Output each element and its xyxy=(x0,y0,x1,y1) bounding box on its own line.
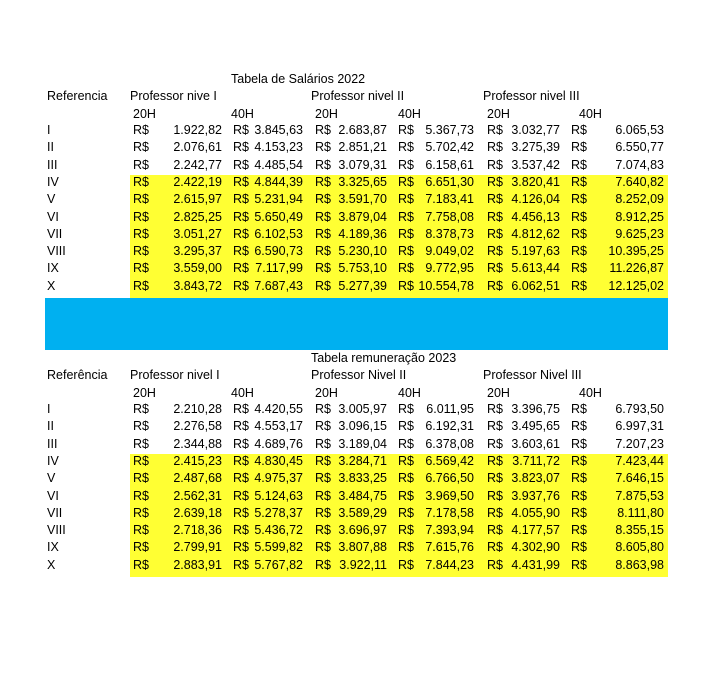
value-cell: 6.192,31 xyxy=(425,419,474,434)
value-cell: 3.591,70 xyxy=(338,192,387,207)
currency-label: R$ xyxy=(398,261,414,276)
value-cell: 3.189,04 xyxy=(338,436,387,451)
currency-label: R$ xyxy=(398,557,414,572)
value-cell: 4.189,36 xyxy=(338,226,387,241)
currency-label: R$ xyxy=(233,471,249,486)
reference-cell: V xyxy=(47,192,56,207)
currency-label: R$ xyxy=(398,505,414,520)
currency-label: R$ xyxy=(315,488,331,503)
value-cell: 2.276,58 xyxy=(173,419,222,434)
currency-label: R$ xyxy=(133,557,149,572)
value-cell: 2.562,31 xyxy=(173,488,222,503)
hours-header: 40H xyxy=(579,386,602,400)
value-cell: 6.102,53 xyxy=(254,226,303,241)
value-cell: 3.711,72 xyxy=(512,453,560,468)
reference-cell: VIII xyxy=(47,244,66,259)
currency-label: R$ xyxy=(398,436,414,451)
currency-label: R$ xyxy=(233,244,249,259)
hours-header: 20H xyxy=(133,386,156,400)
table-title: Tabela remuneração 2023 xyxy=(311,351,457,365)
value-cell: 3.295,37 xyxy=(173,244,222,259)
value-cell: 3.823,07 xyxy=(511,471,560,486)
value-cell: 12.125,02 xyxy=(608,278,664,293)
currency-label: R$ xyxy=(133,523,149,538)
hours-header: 20H xyxy=(315,386,338,400)
reference-cell: X xyxy=(47,557,56,572)
value-cell: 7.423,44 xyxy=(615,453,664,468)
currency-label: R$ xyxy=(233,488,249,503)
currency-label: R$ xyxy=(487,402,503,416)
value-cell: 5.197,63 xyxy=(511,244,560,259)
value-cell: 6.997,31 xyxy=(615,419,664,434)
value-cell: 2.799,91 xyxy=(173,540,222,555)
currency-label: R$ xyxy=(133,540,149,555)
currency-label: R$ xyxy=(487,419,503,434)
value-cell: 3.396,75 xyxy=(511,402,560,416)
currency-label: R$ xyxy=(233,540,249,555)
value-cell: 3.845,63 xyxy=(254,123,303,137)
value-cell: 2.718,36 xyxy=(173,523,222,538)
value-cell: 3.589,29 xyxy=(338,505,387,520)
currency-label: R$ xyxy=(315,402,331,416)
currency-label: R$ xyxy=(315,192,331,207)
value-cell: 7.183,41 xyxy=(425,192,474,207)
value-cell: 6.011,95 xyxy=(426,402,474,416)
currency-label: R$ xyxy=(398,192,414,207)
hours-header: 40H xyxy=(579,107,602,121)
value-cell: 3.495,65 xyxy=(511,419,560,434)
group-header: Professor nivel III xyxy=(483,89,580,103)
currency-label: R$ xyxy=(233,436,249,451)
reference-cell: VI xyxy=(47,488,59,503)
reference-cell: IX xyxy=(47,261,59,276)
table-row xyxy=(0,402,709,417)
currency-label: R$ xyxy=(315,505,331,520)
currency-label: R$ xyxy=(487,261,503,276)
currency-label: R$ xyxy=(133,453,149,468)
value-cell: 7.687,43 xyxy=(254,278,303,293)
currency-label: R$ xyxy=(571,278,587,293)
value-cell: 4.456,13 xyxy=(511,209,560,224)
value-cell: 11.226,87 xyxy=(609,261,664,276)
currency-label: R$ xyxy=(315,123,331,137)
table-row xyxy=(0,540,709,555)
currency-label: R$ xyxy=(315,557,331,572)
value-cell: 2.683,87 xyxy=(338,123,387,137)
table-row xyxy=(0,506,709,521)
currency-label: R$ xyxy=(133,123,149,137)
table-row xyxy=(0,454,709,469)
currency-label: R$ xyxy=(571,174,587,189)
value-cell: 4.055,90 xyxy=(511,505,560,520)
currency-label: R$ xyxy=(487,505,503,520)
value-cell: 4.420,55 xyxy=(254,402,303,416)
value-cell: 3.820,41 xyxy=(511,174,560,189)
currency-label: R$ xyxy=(398,419,414,434)
currency-label: R$ xyxy=(133,419,149,434)
reference-cell: VII xyxy=(47,505,63,520)
currency-label: R$ xyxy=(487,244,503,259)
table-row xyxy=(0,437,709,452)
currency-label: R$ xyxy=(571,209,587,224)
hours-header: 40H xyxy=(398,107,421,121)
value-cell: 4.830,45 xyxy=(254,453,303,468)
currency-label: R$ xyxy=(398,488,414,503)
currency-label: R$ xyxy=(233,157,249,172)
currency-label: R$ xyxy=(315,261,331,276)
value-cell: 7.875,53 xyxy=(615,488,664,503)
currency-label: R$ xyxy=(398,471,414,486)
currency-label: R$ xyxy=(571,453,587,468)
currency-label: R$ xyxy=(233,453,249,468)
hours-header-row xyxy=(0,386,709,401)
currency-label: R$ xyxy=(315,540,331,555)
currency-label: R$ xyxy=(315,174,331,189)
currency-label: R$ xyxy=(487,226,503,241)
currency-label: R$ xyxy=(315,523,331,538)
reference-cell: VIII xyxy=(47,523,66,538)
value-cell: 3.051,27 xyxy=(173,226,222,241)
currency-label: R$ xyxy=(133,436,149,451)
currency-label: R$ xyxy=(133,505,149,520)
value-cell: 3.484,75 xyxy=(338,488,387,503)
value-cell: 5.702,42 xyxy=(425,140,474,155)
currency-label: R$ xyxy=(398,157,414,172)
value-cell: 5.650,49 xyxy=(254,209,303,224)
value-cell: 4.812,62 xyxy=(511,226,560,241)
value-cell: 6.158,61 xyxy=(425,157,474,172)
value-cell: 4.485,54 xyxy=(254,157,303,172)
value-cell: 5.613,44 xyxy=(511,261,560,276)
value-cell: 5.753,10 xyxy=(338,261,387,276)
value-cell: 3.005,97 xyxy=(338,402,387,416)
currency-label: R$ xyxy=(315,453,331,468)
currency-label: R$ xyxy=(571,488,587,503)
currency-label: R$ xyxy=(315,140,331,155)
currency-label: R$ xyxy=(233,140,249,155)
reference-cell: II xyxy=(47,140,54,155)
reference-cell: V xyxy=(47,471,56,486)
value-cell: 7.844,23 xyxy=(425,557,474,572)
value-cell: 9.625,23 xyxy=(615,226,664,241)
currency-label: R$ xyxy=(398,140,414,155)
value-cell: 5.230,10 xyxy=(338,244,387,259)
value-cell: 3.807,88 xyxy=(338,540,387,555)
currency-label: R$ xyxy=(133,192,149,207)
value-cell: 7.207,23 xyxy=(615,436,664,451)
value-cell: 7.615,76 xyxy=(425,540,474,555)
currency-label: R$ xyxy=(487,192,503,207)
value-cell: 6.651,30 xyxy=(425,174,474,189)
value-cell: 6.378,08 xyxy=(425,436,474,451)
reference-header: Referencia xyxy=(47,89,108,103)
table-row xyxy=(0,471,709,486)
currency-label: R$ xyxy=(398,453,414,468)
currency-label: R$ xyxy=(487,123,503,137)
currency-label: R$ xyxy=(133,157,149,172)
value-cell: 2.344,88 xyxy=(173,436,222,451)
currency-label: R$ xyxy=(133,140,149,155)
value-cell: 6.766,50 xyxy=(425,471,474,486)
currency-label: R$ xyxy=(571,157,587,172)
currency-label: R$ xyxy=(133,261,149,276)
currency-label: R$ xyxy=(571,244,587,259)
currency-label: R$ xyxy=(571,261,587,276)
value-cell: 8.355,15 xyxy=(615,523,664,538)
currency-label: R$ xyxy=(571,140,587,155)
reference-cell: II xyxy=(47,419,54,434)
currency-label: R$ xyxy=(571,540,587,555)
currency-label: R$ xyxy=(398,244,414,259)
currency-label: R$ xyxy=(487,523,503,538)
value-cell: 10.395,25 xyxy=(608,244,664,259)
hours-header: 40H xyxy=(398,386,421,400)
currency-label: R$ xyxy=(315,226,331,241)
value-cell: 7.758,08 xyxy=(425,209,474,224)
currency-label: R$ xyxy=(487,157,503,172)
group-header: Professor Nivel III xyxy=(483,368,582,382)
group-header-row xyxy=(0,368,709,383)
value-cell: 3.922,11 xyxy=(339,557,387,572)
value-cell: 5.436,72 xyxy=(254,523,303,538)
currency-label: R$ xyxy=(571,123,587,137)
currency-label: R$ xyxy=(398,209,414,224)
currency-label: R$ xyxy=(315,419,331,434)
value-cell: 2.415,23 xyxy=(173,453,222,468)
currency-label: R$ xyxy=(398,174,414,189)
value-cell: 3.032,77 xyxy=(511,123,560,137)
value-cell: 7.646,15 xyxy=(615,471,664,486)
value-cell: 2.242,77 xyxy=(173,157,222,172)
currency-label: R$ xyxy=(233,523,249,538)
hours-header: 20H xyxy=(487,386,510,400)
value-cell: 6.065,53 xyxy=(615,123,664,137)
table-row xyxy=(0,419,709,434)
value-cell: 2.076,61 xyxy=(173,140,222,155)
hours-header: 20H xyxy=(133,107,156,121)
value-cell: 3.969,50 xyxy=(425,488,474,503)
currency-label: R$ xyxy=(133,402,149,416)
reference-cell: VII xyxy=(47,226,63,241)
value-cell: 3.879,04 xyxy=(338,209,387,224)
currency-label: R$ xyxy=(233,419,249,434)
value-cell: 4.553,17 xyxy=(254,419,303,434)
reference-cell: X xyxy=(47,278,56,293)
currency-label: R$ xyxy=(315,157,331,172)
value-cell: 8.863,98 xyxy=(615,557,664,572)
reference-cell: III xyxy=(47,157,58,172)
currency-label: R$ xyxy=(398,540,414,555)
currency-label: R$ xyxy=(571,557,587,572)
currency-label: R$ xyxy=(133,244,149,259)
reference-cell: IV xyxy=(47,174,59,189)
value-cell: 2.210,28 xyxy=(173,402,222,416)
currency-label: R$ xyxy=(233,278,249,293)
value-cell: 5.278,37 xyxy=(254,505,303,520)
currency-label: R$ xyxy=(487,174,503,189)
reference-header: Referência xyxy=(47,368,108,382)
currency-label: R$ xyxy=(315,209,331,224)
currency-label: R$ xyxy=(571,419,587,434)
table-row xyxy=(0,523,709,538)
value-cell: 3.843,72 xyxy=(173,278,222,293)
value-cell: 3.096,15 xyxy=(338,419,387,434)
value-cell: 3.559,00 xyxy=(173,261,222,276)
currency-label: R$ xyxy=(487,488,503,503)
value-cell: 7.393,94 xyxy=(425,523,474,538)
value-cell: 3.325,65 xyxy=(338,174,387,189)
value-cell: 6.062,51 xyxy=(511,278,560,293)
value-cell: 5.599,82 xyxy=(254,540,303,555)
currency-label: R$ xyxy=(398,402,414,416)
currency-label: R$ xyxy=(233,192,249,207)
reference-cell: III xyxy=(47,436,58,451)
value-cell: 3.079,31 xyxy=(338,157,387,172)
reference-cell: VI xyxy=(47,209,59,224)
currency-label: R$ xyxy=(133,278,149,293)
hours-header: 40H xyxy=(231,386,254,400)
value-cell: 2.615,97 xyxy=(173,192,222,207)
table-row xyxy=(0,489,709,504)
currency-label: R$ xyxy=(487,471,503,486)
currency-label: R$ xyxy=(571,402,587,416)
reference-cell: I xyxy=(47,123,51,137)
value-cell: 7.117,99 xyxy=(255,261,303,276)
currency-label: R$ xyxy=(398,123,414,137)
currency-label: R$ xyxy=(133,488,149,503)
value-cell: 4.844,39 xyxy=(254,174,303,189)
currency-label: R$ xyxy=(487,453,503,468)
currency-label: R$ xyxy=(398,226,414,241)
value-cell: 5.124,63 xyxy=(254,488,303,503)
currency-label: R$ xyxy=(315,436,331,451)
currency-label: R$ xyxy=(487,540,503,555)
value-cell: 2.883,91 xyxy=(173,557,222,572)
value-cell: 3.696,97 xyxy=(338,523,387,538)
currency-label: R$ xyxy=(571,226,587,241)
currency-label: R$ xyxy=(233,123,249,137)
value-cell: 6.569,42 xyxy=(425,453,474,468)
currency-label: R$ xyxy=(487,436,503,451)
value-cell: 3.275,39 xyxy=(511,140,560,155)
currency-label: R$ xyxy=(571,471,587,486)
value-cell: 10.554,78 xyxy=(418,278,474,293)
currency-label: R$ xyxy=(233,174,249,189)
value-cell: 4.177,57 xyxy=(511,523,560,538)
hours-header: 20H xyxy=(487,107,510,121)
currency-label: R$ xyxy=(233,402,249,416)
group-header: Professor Nivel II xyxy=(311,368,407,382)
value-cell: 4.153,23 xyxy=(254,140,303,155)
value-cell: 2.639,18 xyxy=(173,505,222,520)
currency-label: R$ xyxy=(133,209,149,224)
currency-label: R$ xyxy=(233,209,249,224)
currency-label: R$ xyxy=(233,261,249,276)
value-cell: 2.422,19 xyxy=(173,174,222,189)
value-cell: 5.231,94 xyxy=(254,192,303,207)
currency-label: R$ xyxy=(398,278,414,293)
currency-label: R$ xyxy=(398,523,414,538)
currency-label: R$ xyxy=(487,140,503,155)
value-cell: 9.772,95 xyxy=(425,261,474,276)
value-cell: 2.825,25 xyxy=(173,209,222,224)
hours-header: 20H xyxy=(315,107,338,121)
value-cell: 3.537,42 xyxy=(511,157,560,172)
value-cell: 4.975,37 xyxy=(254,471,303,486)
table-title: Tabela de Salários 2022 xyxy=(231,72,366,86)
value-cell: 4.431,99 xyxy=(511,557,560,572)
value-cell: 8.378,73 xyxy=(425,226,474,241)
currency-label: R$ xyxy=(487,278,503,293)
value-cell: 8.912,25 xyxy=(615,209,664,224)
currency-label: R$ xyxy=(233,557,249,572)
currency-label: R$ xyxy=(133,174,149,189)
value-cell: 5.767,82 xyxy=(254,557,303,572)
value-cell: 1.922,82 xyxy=(173,123,222,137)
value-cell: 4.302,90 xyxy=(511,540,560,555)
reference-cell: IX xyxy=(47,540,59,555)
currency-label: R$ xyxy=(233,505,249,520)
value-cell: 9.049,02 xyxy=(425,244,474,259)
value-cell: 3.833,25 xyxy=(338,471,387,486)
currency-label: R$ xyxy=(487,557,503,572)
value-cell: 8.111,80 xyxy=(617,505,664,520)
currency-label: R$ xyxy=(315,278,331,293)
hours-header: 40H xyxy=(231,107,254,121)
value-cell: 5.277,39 xyxy=(338,278,387,293)
group-header: Professor nive I xyxy=(130,89,217,103)
currency-label: R$ xyxy=(571,436,587,451)
currency-label: R$ xyxy=(133,471,149,486)
value-cell: 4.689,76 xyxy=(254,436,303,451)
value-cell: 3.603,61 xyxy=(511,436,560,451)
value-cell: 2.487,68 xyxy=(173,471,222,486)
currency-label: R$ xyxy=(315,471,331,486)
value-cell: 6.550,77 xyxy=(615,140,664,155)
currency-label: R$ xyxy=(233,226,249,241)
value-cell: 7.178,58 xyxy=(425,505,474,520)
value-cell: 2.851,21 xyxy=(338,140,387,155)
value-cell: 4.126,04 xyxy=(511,192,560,207)
value-cell: 3.284,71 xyxy=(338,453,387,468)
currency-label: R$ xyxy=(571,523,587,538)
group-header: Professor nivel I xyxy=(130,368,220,382)
reference-cell: IV xyxy=(47,453,59,468)
value-cell: 6.590,73 xyxy=(254,244,303,259)
currency-label: R$ xyxy=(487,209,503,224)
currency-label: R$ xyxy=(571,192,587,207)
value-cell: 7.640,82 xyxy=(615,174,664,189)
table-row xyxy=(0,558,709,573)
value-cell: 3.937,76 xyxy=(511,488,560,503)
currency-label: R$ xyxy=(571,505,587,520)
value-cell: 5.367,73 xyxy=(425,123,474,137)
value-cell: 7.074,83 xyxy=(615,157,664,172)
value-cell: 6.793,50 xyxy=(615,402,664,416)
value-cell: 8.605,80 xyxy=(615,540,664,555)
currency-label: R$ xyxy=(315,244,331,259)
group-header: Professor nivel II xyxy=(311,89,405,103)
currency-label: R$ xyxy=(133,226,149,241)
reference-cell: I xyxy=(47,402,51,416)
value-cell: 8.252,09 xyxy=(615,192,664,207)
